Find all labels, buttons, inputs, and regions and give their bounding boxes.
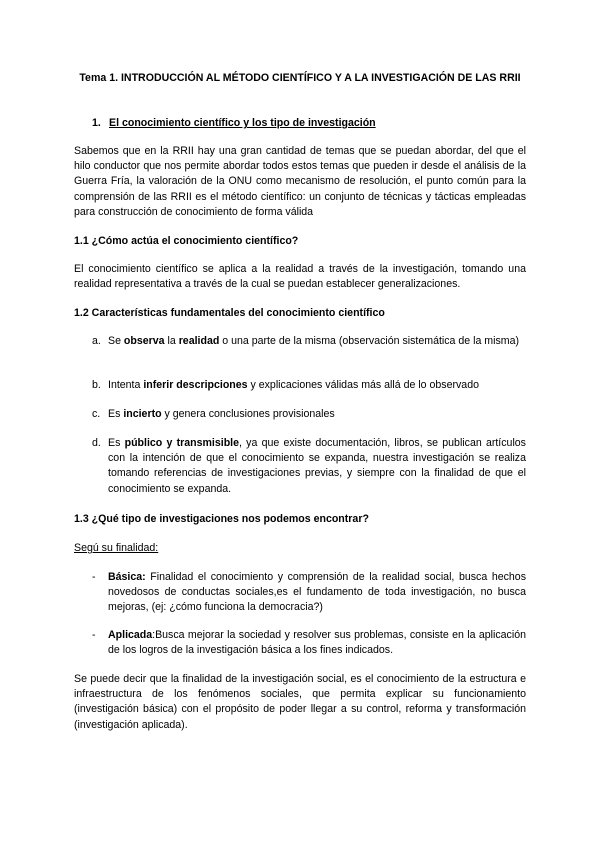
bold-term: realidad <box>178 335 220 347</box>
bold-term: observa <box>123 335 165 347</box>
section-1-number: 1. <box>92 117 101 129</box>
list-item-text: Es público y transmisible, ya que existe documentación, libros, se publican artículos con la intención de que el conocimiento se expanda, nuestra investigación se realiza tomando referencias de investigaciones previas, y siempre con la finalidad de que el conocimiento se expanda. <box>108 437 526 495</box>
document-title: Tema 1. INTRODUCCIÓN AL MÉTODO CIENTÍFICO Y A LA INVESTIGACIÓN DE LAS RRII <box>79 72 521 84</box>
section-1-title: El conocimiento científico y los tipo de investigación <box>109 117 376 129</box>
bold-term: Básica: <box>108 571 146 583</box>
section-1-heading <box>92 116 376 131</box>
section-1-1-text: El conocimiento científico se aplica a la realidad a través de la investigación, tomando una realidad representativa a través de la cual se puedan establecer generalizaciones. <box>74 263 526 291</box>
list-marker: b. <box>92 379 101 391</box>
bold-term: incierto <box>123 408 162 420</box>
list-item-basica <box>92 570 526 616</box>
section-1-3-heading: 1.3 ¿Qué tipo de investigaciones nos podemos encontrar? <box>74 513 369 525</box>
list-item-text: Aplicada:Busca mejorar la sociedad y resolver sus problemas, consiste en la aplicación de los logros de la investigación básica a los fines indicados. <box>108 629 526 657</box>
list-item-text: Básica: Finalidad el conocimiento y comprensión de la realidad social, busca hechos novedosos de conductas sociales,es el fundamento de toda investigación, no busca mejoras, (ej: ¿cómo funciona la democracia?) <box>108 571 526 614</box>
bold-term: público y transmisible <box>124 437 239 449</box>
closing-paragraph: Se puede decir que la finalidad de la investigación social, es el conocimiento de la estructura e infraestructura de los fenómenos sociales, que permita explicar su funcionamiento (investigación básica) con el propósito de poder llegar a su control, reforma y transformación (investigación aplicada). <box>74 673 526 731</box>
list-item-text: Se observa la realidad o una parte de la misma (observación sistemática de la misma) <box>108 335 520 347</box>
list-marker: - <box>92 629 96 641</box>
list-item-a <box>92 334 526 349</box>
list-item-b <box>92 378 526 393</box>
list-marker: - <box>92 571 96 583</box>
list-marker: d. <box>92 437 101 449</box>
section-1-2-heading: 1.2 Características fundamentales del conocimiento científico <box>74 307 385 319</box>
list-item-text: Es incierto y genera conclusiones provisionales <box>108 408 335 420</box>
list-item-aplicada <box>92 628 526 658</box>
intro-paragraph: Sabemos que en la RRII hay una gran cantidad de temas que se puedan abordar, del que el hilo conductor que nos permite abordar todos estos temas que pueden ir desde el análisis de la Guerra Fría, la valoración de la ONU como mecanismo de resolución, el punto común para la comprensión de las RRII es el método científico: un conjunto de técnicas y tácticas empleadas para construcción de conocimiento de forma válida <box>74 145 526 218</box>
list-marker: c. <box>92 408 101 420</box>
subheading-finalidad: Segú su finalidad: <box>74 542 159 554</box>
bold-term: Aplicada <box>108 629 153 641</box>
list-item-d <box>92 436 526 497</box>
list-item-text: Intenta inferir descripciones y explicaciones válidas más allá de lo observado <box>108 379 479 391</box>
section-1-1-heading: 1.1 ¿Cómo actúa el conocimiento científico? <box>74 235 299 247</box>
list-item-c <box>92 407 526 422</box>
list-marker: a. <box>92 335 101 347</box>
bold-term: inferir descripciones <box>143 379 248 391</box>
